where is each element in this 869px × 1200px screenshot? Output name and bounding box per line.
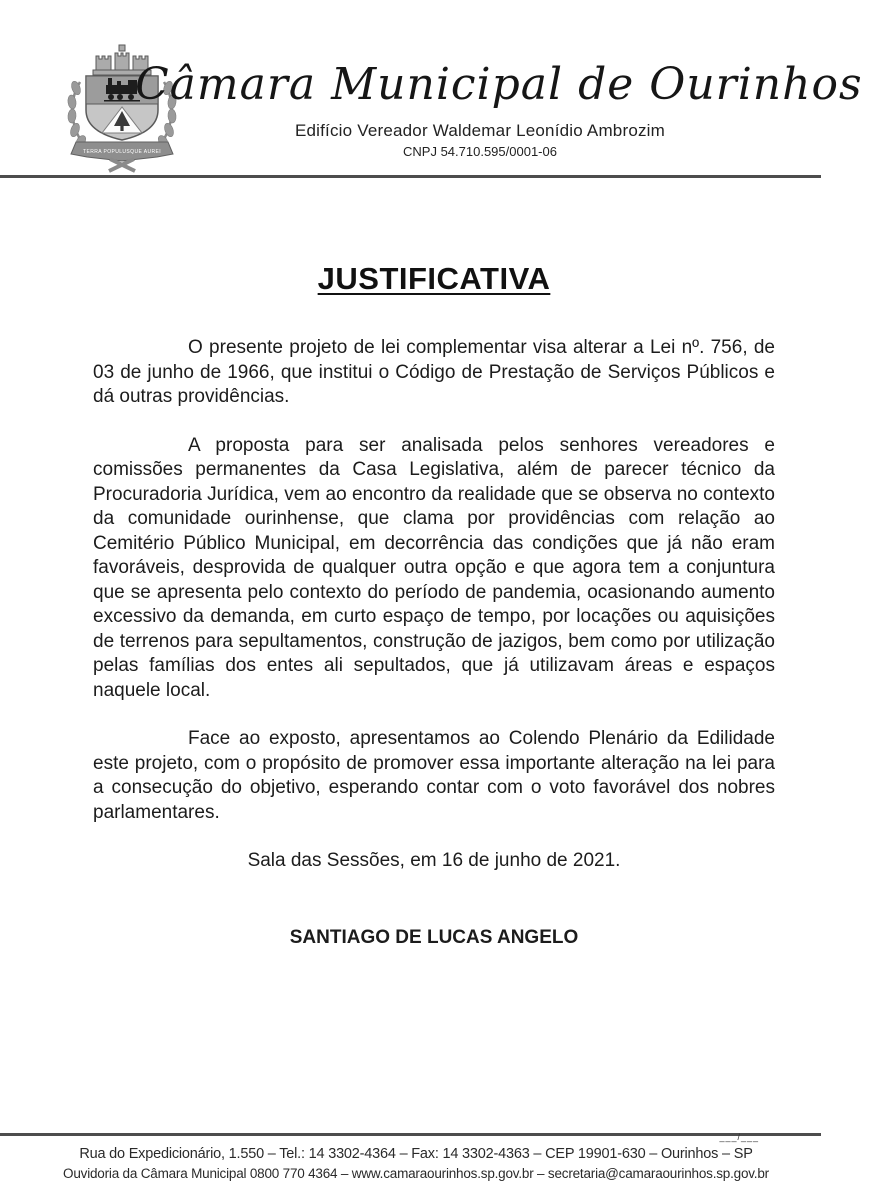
header-rule (0, 175, 821, 178)
org-name: Câmara Municipal de Ourinhos (135, 59, 863, 110)
paragraph-1: O presente projeto de lei complementar visa alterar a Lei nº. 756, de 03 de junho de 1966, que institui o Código de Prestação de Serviços Públicos e dá outras providências. (93, 337, 775, 407)
page-number-mark: ___/___ (719, 1132, 759, 1142)
laurel-branch-left (67, 80, 88, 148)
signature-name: SANTIAGO DE LUCAS ANGELO (289, 926, 579, 948)
document-body (93, 336, 775, 950)
page-title: JUSTIFICATIVA (317, 261, 551, 296)
footer (0, 1145, 832, 1182)
footer-rule (0, 1133, 821, 1136)
cnpj-number: CNPJ 54.710.595/0001-06 (403, 144, 557, 159)
session-date-line: Sala das Sessões, em 16 de junho de 2021. (247, 850, 621, 871)
title-row (93, 261, 775, 297)
footer-address: Rua do Expedicionário, 1.550 – Tel.: 14 3302-4364 – Fax: 14 3302-4363 – CEP 19901-630 – Ourinhos – SP (79, 1146, 753, 1162)
crest-motto: TERRA POPULUSQUE AUREI (83, 149, 161, 155)
letterhead (135, 56, 863, 159)
paragraph-2: A proposta para ser analisada pelos senhores vereadores e comissões permanentes da Casa Legislativa, além de parecer técnico da Procuradoria Jurídica, vem ao encontro da realidade que se observa no contexto da comunidade ourinhense, que clama por providências com relação ao Cemitério Público Municipal, em decorrência das condições que já não eram favoráveis, desprovida de qualquer outra opção e que agora tem a conjuntura que se apresenta pelo contexto do período de pandemia, ocasionando aumento excessivo da demanda, em curto espaço de tempo, por locações ou aquisições de terrenos para sepultamentos, construção de jazigos, bem como por utilização pelas famílias dos entes ali sepultados, que já utilizavam áreas e espaços naquele local. (93, 434, 775, 701)
building-name: Edifício Vereador Waldemar Leonídio Ambrozim (294, 121, 666, 140)
footer-contact: Ouvidoria da Câmara Municipal 0800 770 4364 – www.camaraourinhos.sp.gov.br – secretaria@camaraourinhos.sp.gov.br (63, 1166, 769, 1181)
paragraph-3: Face ao exposto, apresentamos ao Colendo Plenário da Edilidade este projeto, com o propósito de promover essa importante alteração na lei para a consecução do objetivo, esperando contar com o voto favorável dos nobres parlamentares. (93, 728, 775, 823)
